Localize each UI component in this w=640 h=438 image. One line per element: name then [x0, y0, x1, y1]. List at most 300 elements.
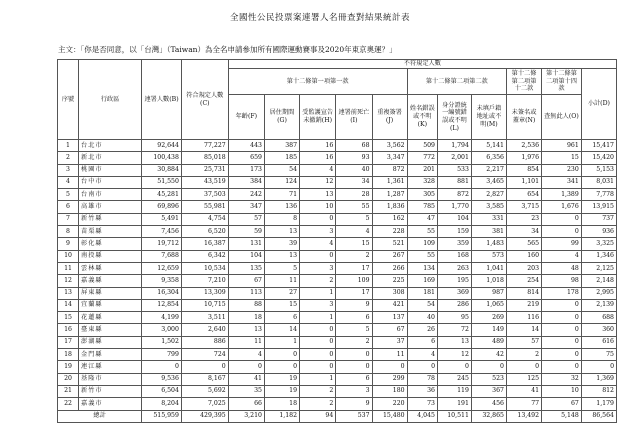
cell-b: 3,000 [142, 324, 182, 336]
cell-k: 6 [407, 336, 437, 348]
row-index: 2 [58, 152, 79, 164]
cell-b: 12,659 [142, 262, 182, 274]
cell-c: 4,754 [181, 213, 228, 225]
cell-j: 180 [372, 385, 407, 397]
cell-j: 521 [372, 238, 407, 250]
total-d: 86,564 [581, 410, 616, 423]
cell-n: 254 [506, 275, 541, 287]
table-row [58, 398, 617, 410]
table-row [58, 349, 617, 361]
cell-o: 1,676 [542, 201, 582, 213]
header-invalid-total: 不符規定人數 [228, 60, 616, 69]
total-f: 3,210 [228, 410, 264, 423]
table-row [58, 226, 617, 238]
cell-c: 85,018 [181, 152, 228, 164]
cell-b: 30,884 [142, 164, 182, 176]
cell-h: 0 [300, 361, 336, 373]
cell-j: 11 [372, 349, 407, 361]
cell-o: 0 [542, 213, 582, 225]
total-k: 4,045 [407, 410, 437, 423]
cell-o: 0 [542, 312, 582, 324]
cell-j: 0 [372, 361, 407, 373]
cell-h: 2 [300, 398, 336, 410]
cell-n: 203 [506, 262, 541, 274]
cell-i: 0 [336, 361, 372, 373]
cell-j: 1,836 [372, 201, 407, 213]
row-index: 4 [58, 176, 79, 188]
cell-k: 201 [407, 164, 437, 176]
cell-c: 3,511 [181, 312, 228, 324]
cell-j: 3,562 [372, 140, 407, 152]
cell-h: 12 [300, 176, 336, 188]
cell-m: 42 [471, 349, 506, 361]
cell-l: 119 [438, 385, 472, 397]
cell-g: 124 [264, 176, 299, 188]
cell-l: 263 [438, 262, 472, 274]
cell-b: 7,456 [142, 226, 182, 238]
cell-f: 4 [228, 349, 264, 361]
cell-c: 6,342 [181, 250, 228, 262]
cell-m: 2,217 [471, 164, 506, 176]
cell-l: 104 [438, 213, 472, 225]
table-row [58, 201, 617, 213]
cell-l: 1,794 [438, 140, 472, 152]
table-row [58, 140, 617, 152]
cell-c: 8,167 [181, 373, 228, 385]
row-county: 新竹市 [79, 385, 142, 397]
cell-n: 3,715 [506, 201, 541, 213]
cell-l: 0 [438, 361, 472, 373]
cell-h: 10 [300, 201, 336, 213]
cell-c: 2,640 [181, 324, 228, 336]
cell-c: 25,731 [181, 164, 228, 176]
cell-d: 737 [581, 213, 616, 225]
cell-k: 772 [407, 152, 437, 164]
row-county: 嘉義縣 [79, 275, 142, 287]
cell-l: 359 [438, 238, 472, 250]
header-art12-1: 第十二條第一項第一款 [228, 69, 407, 95]
cell-m: 6,356 [471, 152, 506, 164]
row-county: 桃園市 [79, 164, 142, 176]
cell-j: 308 [372, 287, 407, 299]
cell-d: 2,139 [581, 299, 616, 311]
cell-n: 41 [506, 385, 541, 397]
cell-h: 1 [300, 373, 336, 385]
cell-j: 162 [372, 213, 407, 225]
header-col-o: 查無此人(O) [542, 95, 582, 140]
cell-d: 1,179 [581, 398, 616, 410]
row-county: 屏東縣 [79, 287, 142, 299]
cell-g: 5 [264, 262, 299, 274]
cell-g: 19 [264, 385, 299, 397]
cell-n: 814 [506, 287, 541, 299]
row-index: 21 [58, 385, 79, 397]
table-row [58, 361, 617, 373]
cell-g: 0 [264, 361, 299, 373]
cell-k: 26 [407, 324, 437, 336]
cell-j: 225 [372, 275, 407, 287]
cell-i: 4 [336, 226, 372, 238]
cell-i: 0 [336, 349, 372, 361]
cell-k: 4 [407, 349, 437, 361]
cell-g: 136 [264, 201, 299, 213]
cell-m: 149 [471, 324, 506, 336]
cell-o: 67 [542, 398, 582, 410]
table-row [58, 336, 617, 348]
table-row [58, 176, 617, 188]
cell-j: 421 [372, 299, 407, 311]
cell-b: 51,550 [142, 176, 182, 188]
cell-o: 10 [542, 385, 582, 397]
cell-m: 1,065 [471, 299, 506, 311]
cell-l: 1,770 [438, 201, 472, 213]
header-col-n: 未簽名或蓋章(N) [506, 95, 541, 140]
cell-n: 2 [506, 349, 541, 361]
cell-l: 881 [438, 176, 472, 188]
total-b: 515,959 [142, 410, 182, 423]
table-row [58, 262, 617, 274]
cell-c: 7,210 [181, 275, 228, 287]
cell-d: 75 [581, 349, 616, 361]
cell-d: 15,420 [581, 152, 616, 164]
cell-b: 100,438 [142, 152, 182, 164]
cell-h: 0 [300, 336, 336, 348]
cell-c: 37,503 [181, 189, 228, 201]
cell-n: 125 [506, 373, 541, 385]
cell-g: 13 [264, 250, 299, 262]
table-row [58, 299, 617, 311]
cell-c: 10,534 [181, 262, 228, 274]
cell-o: 0 [542, 299, 582, 311]
total-l: 10,511 [438, 410, 472, 423]
row-county: 南投縣 [79, 250, 142, 262]
cell-k: 78 [407, 373, 437, 385]
total-o: 5,148 [542, 410, 582, 423]
cell-g: 39 [264, 238, 299, 250]
cell-g: 19 [264, 373, 299, 385]
cell-d: 8,031 [581, 176, 616, 188]
header-col-j: 重複簽署(J) [372, 95, 407, 140]
table-row [58, 385, 617, 397]
cell-h: 4 [300, 164, 336, 176]
row-county: 宜蘭縣 [79, 299, 142, 311]
cell-b: 7,688 [142, 250, 182, 262]
cell-k: 785 [407, 201, 437, 213]
cell-n: 1,101 [506, 176, 541, 188]
cell-b: 6,504 [142, 385, 182, 397]
cell-l: 159 [438, 226, 472, 238]
row-index: 20 [58, 373, 79, 385]
cell-i: 5 [336, 324, 372, 336]
cell-f: 131 [228, 238, 264, 250]
cell-b: 9,536 [142, 373, 182, 385]
cell-m: 0 [471, 361, 506, 373]
cell-k: 47 [407, 213, 437, 225]
cell-j: 1,287 [372, 189, 407, 201]
cell-i: 15 [336, 238, 372, 250]
cell-b: 69,896 [142, 201, 182, 213]
row-index: 1 [58, 140, 79, 152]
row-county: 基隆市 [79, 373, 142, 385]
row-county: 新竹縣 [79, 213, 142, 225]
row-county: 高雄市 [79, 201, 142, 213]
row-county: 台北市 [79, 140, 142, 152]
table-row [58, 275, 617, 287]
cell-o: 98 [542, 275, 582, 287]
row-county: 彰化縣 [79, 238, 142, 250]
header-col-k: 姓名錯誤或不明(K) [407, 95, 437, 140]
cell-n: 116 [506, 312, 541, 324]
cell-n: 219 [506, 299, 541, 311]
cell-g: 8 [264, 213, 299, 225]
cell-o: 15 [542, 152, 582, 164]
cell-g: 0 [264, 349, 299, 361]
cell-d: 936 [581, 226, 616, 238]
header-col-g: 居住期間(G) [264, 95, 299, 140]
header-subtotal: 小計(D) [581, 69, 616, 140]
row-index: 19 [58, 361, 79, 373]
cell-m: 523 [471, 373, 506, 385]
total-row [58, 410, 617, 423]
cell-b: 1,502 [142, 336, 182, 348]
row-index: 18 [58, 349, 79, 361]
cell-h: 0 [300, 324, 336, 336]
cell-n: 0 [506, 361, 541, 373]
cell-l: 95 [438, 312, 472, 324]
total-i: 537 [336, 410, 372, 423]
cell-f: 0 [228, 361, 264, 373]
cell-m: 987 [471, 287, 506, 299]
cell-n: 23 [506, 213, 541, 225]
row-county: 花蓮縣 [79, 312, 142, 324]
cell-c: 16,387 [181, 238, 228, 250]
row-index: 14 [58, 299, 79, 311]
cell-h: 3 [300, 299, 336, 311]
row-county: 臺東縣 [79, 324, 142, 336]
cell-f: 173 [228, 164, 264, 176]
cell-i: 17 [336, 262, 372, 274]
cell-i: 2 [336, 336, 372, 348]
cell-c: 7,025 [181, 398, 228, 410]
table-body [58, 140, 617, 423]
row-index: 11 [58, 262, 79, 274]
cell-b: 92,644 [142, 140, 182, 152]
cell-b: 12,854 [142, 299, 182, 311]
cell-f: 384 [228, 176, 264, 188]
cell-j: 220 [372, 398, 407, 410]
cell-l: 12 [438, 349, 472, 361]
cell-h: 13 [300, 189, 336, 201]
cell-n: 2,536 [506, 140, 541, 152]
cell-b: 5,491 [142, 213, 182, 225]
cell-o: 0 [542, 349, 582, 361]
cell-n: 654 [506, 189, 541, 201]
cell-n: 57 [506, 336, 541, 348]
cell-j: 266 [372, 262, 407, 274]
total-n: 13,492 [506, 410, 541, 423]
total-c: 429,395 [181, 410, 228, 423]
cell-j: 1,361 [372, 176, 407, 188]
cell-n: 77 [506, 398, 541, 410]
cell-m: 367 [471, 385, 506, 397]
cell-d: 2,125 [581, 262, 616, 274]
row-index: 12 [58, 275, 79, 287]
cell-h: 2 [300, 275, 336, 287]
cell-k: 73 [407, 398, 437, 410]
row-county: 雲林縣 [79, 262, 142, 274]
cell-n: 565 [506, 238, 541, 250]
row-index: 9 [58, 238, 79, 250]
cell-m: 573 [471, 250, 506, 262]
cell-b: 16,304 [142, 287, 182, 299]
cell-k: 181 [407, 287, 437, 299]
cell-g: 1 [264, 336, 299, 348]
cell-i: 40 [336, 164, 372, 176]
cell-d: 688 [581, 312, 616, 324]
cell-o: 0 [542, 226, 582, 238]
cell-g: 54 [264, 164, 299, 176]
cell-f: 443 [228, 140, 264, 152]
cell-l: 191 [438, 398, 472, 410]
cell-l: 2,001 [438, 152, 472, 164]
table-row [58, 287, 617, 299]
cell-o: 4 [542, 250, 582, 262]
table-row [58, 152, 617, 164]
row-county: 苗栗縣 [79, 226, 142, 238]
row-county: 金門縣 [79, 349, 142, 361]
cell-c: 886 [181, 336, 228, 348]
cell-l: 533 [438, 164, 472, 176]
cell-i: 2 [336, 250, 372, 262]
header-county: 行政區 [79, 60, 142, 140]
table-row [58, 238, 617, 250]
header-col-h: 受監護宣告未撤銷(H) [300, 95, 336, 140]
total-m: 32,865 [471, 410, 506, 423]
verification-table [57, 59, 617, 423]
cell-f: 13 [228, 324, 264, 336]
cell-d: 13,915 [581, 201, 616, 213]
cell-c: 77,227 [181, 140, 228, 152]
row-index: 10 [58, 250, 79, 262]
cell-d: 0 [581, 361, 616, 373]
cell-j: 228 [372, 226, 407, 238]
cell-h: 0 [300, 349, 336, 361]
cell-m: 1,483 [471, 238, 506, 250]
cell-m: 489 [471, 336, 506, 348]
cell-f: 11 [228, 336, 264, 348]
cell-m: 269 [471, 312, 506, 324]
cell-n: 34 [506, 226, 541, 238]
cell-j: 3,347 [372, 152, 407, 164]
cell-o: 32 [542, 373, 582, 385]
cell-h: 1 [300, 287, 336, 299]
row-county: 澎湖縣 [79, 336, 142, 348]
row-index: 13 [58, 287, 79, 299]
cell-d: 360 [581, 324, 616, 336]
cell-c: 5,692 [181, 385, 228, 397]
cell-m: 1,018 [471, 275, 506, 287]
cell-m: 1,041 [471, 262, 506, 274]
cell-g: 185 [264, 152, 299, 164]
cell-j: 267 [372, 250, 407, 262]
cell-c: 10,715 [181, 299, 228, 311]
cell-l: 13 [438, 336, 472, 348]
row-index: 8 [58, 226, 79, 238]
cell-g: 15 [264, 299, 299, 311]
total-j: 15,480 [372, 410, 407, 423]
header-signers: 連署人數(B) [142, 60, 182, 140]
cell-i: 68 [336, 140, 372, 152]
cell-b: 0 [142, 361, 182, 373]
referendum-subject: 主文：「你是否同意，以「台灣」（Taiwan）為全名申請參加所有國際運動賽事及2020年東京奧運？」 [58, 45, 397, 54]
cell-m: 5,141 [471, 140, 506, 152]
cell-i: 109 [336, 275, 372, 287]
cell-g: 27 [264, 287, 299, 299]
cell-g: 71 [264, 189, 299, 201]
cell-k: 305 [407, 189, 437, 201]
cell-n: 1,976 [506, 152, 541, 164]
cell-l: 369 [438, 287, 472, 299]
cell-f: 104 [228, 250, 264, 262]
row-county: 新北市 [79, 152, 142, 164]
cell-f: 66 [228, 398, 264, 410]
table-row [58, 164, 617, 176]
cell-o: 99 [542, 238, 582, 250]
cell-o: 961 [542, 140, 582, 152]
cell-i: 9 [336, 299, 372, 311]
cell-l: 72 [438, 324, 472, 336]
cell-k: 40 [407, 312, 437, 324]
header-col-i: 連署前死亡(I) [336, 95, 372, 140]
cell-k: 328 [407, 176, 437, 188]
total-g: 1,182 [264, 410, 299, 423]
total-label: 總計 [58, 410, 142, 423]
cell-h: 2 [300, 385, 336, 397]
cell-k: 54 [407, 299, 437, 311]
cell-i: 5 [336, 213, 372, 225]
cell-h: 16 [300, 140, 336, 152]
cell-i: 17 [336, 287, 372, 299]
row-index: 22 [58, 398, 79, 410]
cell-o: 178 [542, 287, 582, 299]
row-county: 台中市 [79, 176, 142, 188]
table-row [58, 312, 617, 324]
row-county: 嘉義市 [79, 398, 142, 410]
cell-f: 242 [228, 189, 264, 201]
cell-i: 34 [336, 176, 372, 188]
row-index: 3 [58, 164, 79, 176]
cell-j: 37 [372, 336, 407, 348]
cell-c: 13,309 [181, 287, 228, 299]
cell-d: 2,148 [581, 275, 616, 287]
row-index: 17 [58, 336, 79, 348]
cell-k: 55 [407, 226, 437, 238]
cell-b: 4,199 [142, 312, 182, 324]
header-art12-12: 第十二條第二項第十二款 [506, 69, 541, 95]
cell-g: 13 [264, 226, 299, 238]
cell-c: 724 [181, 349, 228, 361]
table-row [58, 189, 617, 201]
cell-b: 9,358 [142, 275, 182, 287]
cell-f: 57 [228, 213, 264, 225]
cell-b: 799 [142, 349, 182, 361]
cell-o: 0 [542, 361, 582, 373]
cell-c: 0 [181, 361, 228, 373]
cell-f: 659 [228, 152, 264, 164]
cell-d: 1,369 [581, 373, 616, 385]
cell-h: 4 [300, 238, 336, 250]
cell-m: 456 [471, 398, 506, 410]
